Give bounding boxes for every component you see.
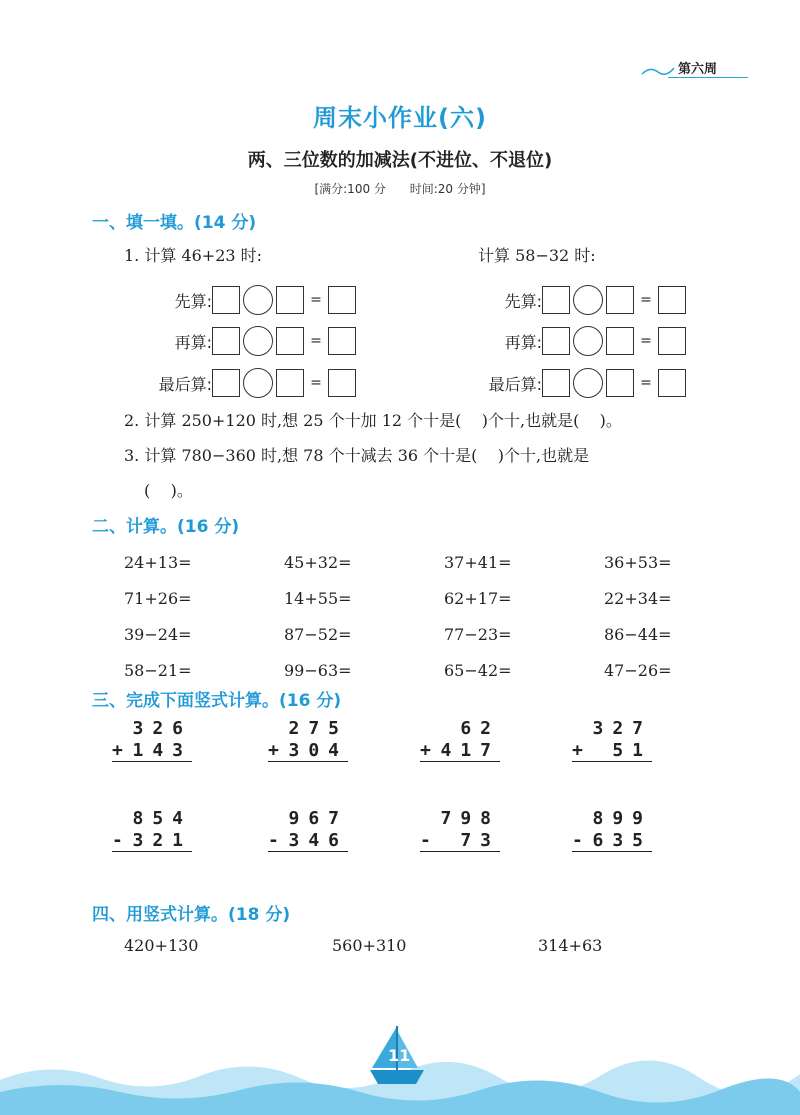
operator: + — [420, 740, 431, 761]
calc-block-right — [472, 280, 686, 404]
answer-box[interactable] — [542, 327, 570, 355]
question-3: 3. 计算 780−360 时,想 78 个十减去 36 个十是( )个十,也就是 — [124, 446, 590, 465]
answer-box[interactable] — [328, 369, 356, 397]
page-number: 11 — [388, 1046, 411, 1065]
page-title: 周末小作业(六) — [313, 104, 487, 132]
answer-box[interactable] — [606, 327, 634, 355]
equation: 87−52= — [284, 624, 352, 644]
equals-sign: = — [310, 333, 322, 349]
calc-row — [142, 280, 356, 320]
answer-box[interactable] — [606, 286, 634, 314]
answer-box[interactable] — [328, 286, 356, 314]
equation: 65−42= — [444, 660, 512, 680]
vertical-calc-item: 420+130 — [124, 936, 199, 955]
section2-heading: 二、计算。(16 分) — [92, 517, 240, 537]
calc-row — [472, 320, 686, 362]
answer-box[interactable] — [328, 327, 356, 355]
bottom-number: 417 — [440, 740, 500, 761]
bottom-number: 51 — [612, 740, 652, 761]
equation: 36+53= — [604, 552, 672, 572]
operator-circle[interactable] — [243, 326, 273, 356]
operator: - — [268, 830, 279, 851]
answer-box[interactable] — [658, 369, 686, 397]
equation: 45+32= — [284, 552, 352, 572]
operator-circle[interactable] — [573, 326, 603, 356]
section4-heading: 四、用竖式计算。(18 分) — [92, 905, 291, 925]
answer-box[interactable] — [212, 369, 240, 397]
top-number: 327 — [592, 718, 652, 739]
equation: 37+41= — [444, 552, 512, 572]
week-label: 第六周 — [678, 62, 718, 77]
step-label: 再算: — [504, 332, 542, 352]
time-limit: 时间:20 分钟] — [409, 182, 486, 196]
equation: 39−24= — [124, 624, 192, 644]
week-tab — [640, 56, 748, 80]
section1-heading: 一、填一填。(14 分) — [92, 213, 257, 233]
vertical-addition — [420, 718, 500, 762]
operator: + — [268, 740, 279, 761]
answer-box[interactable] — [212, 286, 240, 314]
top-number: 899 — [592, 808, 652, 829]
score-time-info — [0, 180, 800, 197]
equation-grid — [124, 544, 764, 688]
bottom-number: 143 — [132, 740, 192, 761]
vertical-addition — [268, 718, 348, 762]
vertical-subtraction — [112, 808, 192, 852]
page-subtitle: 两、三位数的加减法(不进位、不退位) — [247, 150, 553, 171]
step-label: 先算: — [504, 291, 542, 311]
answer-box[interactable] — [276, 286, 304, 314]
equation-row — [124, 652, 764, 688]
bottom-number: 346 — [288, 830, 348, 851]
bottom-number: 73 — [460, 830, 500, 851]
equation-row — [124, 616, 764, 652]
equation: 22+34= — [604, 588, 672, 608]
equation-row — [124, 580, 764, 616]
operator-circle[interactable] — [573, 368, 603, 398]
vertical-subtraction — [420, 808, 500, 852]
question-2: 2. 计算 250+120 时,想 25 个十加 12 个十是( )个十,也就是( )。 — [124, 411, 622, 430]
top-number: 62 — [460, 718, 500, 739]
operator: - — [572, 830, 583, 851]
top-number: 854 — [132, 808, 192, 829]
equals-sign: = — [310, 292, 322, 308]
question-3-tail: ( )。 — [144, 481, 193, 500]
bottom-number: 304 — [288, 740, 348, 761]
equals-sign: = — [310, 375, 322, 391]
answer-box[interactable] — [658, 327, 686, 355]
vertical-subtraction — [572, 808, 652, 852]
answer-box[interactable] — [276, 369, 304, 397]
operator: + — [572, 740, 583, 761]
calc-row — [142, 320, 356, 362]
equation: 47−26= — [604, 660, 672, 680]
equation: 14+55= — [284, 588, 352, 608]
q1-right: 计算 58−32 时: — [478, 246, 596, 265]
top-number: 798 — [440, 808, 500, 829]
equation: 77−23= — [444, 624, 512, 644]
operator: - — [420, 830, 431, 851]
answer-box[interactable] — [212, 327, 240, 355]
vertical-addition — [572, 718, 652, 762]
bottom-number: 321 — [132, 830, 192, 851]
top-number: 326 — [132, 718, 192, 739]
section3-heading: 三、完成下面竖式计算。(16 分) — [92, 691, 342, 711]
step-label: 最后算: — [488, 374, 542, 394]
answer-box[interactable] — [276, 327, 304, 355]
vertical-subtraction — [268, 808, 348, 852]
step-label: 先算: — [174, 291, 212, 311]
calc-row — [142, 362, 356, 404]
equals-sign: = — [640, 333, 652, 349]
operator: + — [112, 740, 123, 761]
operator-circle[interactable] — [573, 285, 603, 315]
equation: 58−21= — [124, 660, 192, 680]
full-score: [满分:100 分 — [314, 182, 386, 196]
calc-row — [472, 280, 686, 320]
equation: 99−63= — [284, 660, 352, 680]
equals-sign: = — [640, 292, 652, 308]
equals-sign: = — [640, 375, 652, 391]
answer-box[interactable] — [606, 369, 634, 397]
step-label: 再算: — [174, 332, 212, 352]
step-label: 最后算: — [158, 374, 212, 394]
top-number: 275 — [288, 718, 348, 739]
equation: 86−44= — [604, 624, 672, 644]
vertical-addition — [112, 718, 192, 762]
equation: 71+26= — [124, 588, 192, 608]
calc-row — [472, 362, 686, 404]
q1-left: 1. 计算 46+23 时: — [124, 246, 263, 265]
bottom-number: 635 — [592, 830, 652, 851]
equation: 24+13= — [124, 552, 192, 572]
vertical-calc-item: 560+310 — [332, 936, 407, 955]
calc-block-left — [142, 280, 356, 404]
operator-circle[interactable] — [243, 285, 273, 315]
equation-row — [124, 544, 764, 580]
answer-box[interactable] — [658, 286, 686, 314]
top-number: 967 — [288, 808, 348, 829]
vertical-calc-item: 314+63 — [538, 936, 603, 955]
equation: 62+17= — [444, 588, 512, 608]
operator: - — [112, 830, 123, 851]
operator-circle[interactable] — [243, 368, 273, 398]
answer-box[interactable] — [542, 286, 570, 314]
answer-box[interactable] — [542, 369, 570, 397]
